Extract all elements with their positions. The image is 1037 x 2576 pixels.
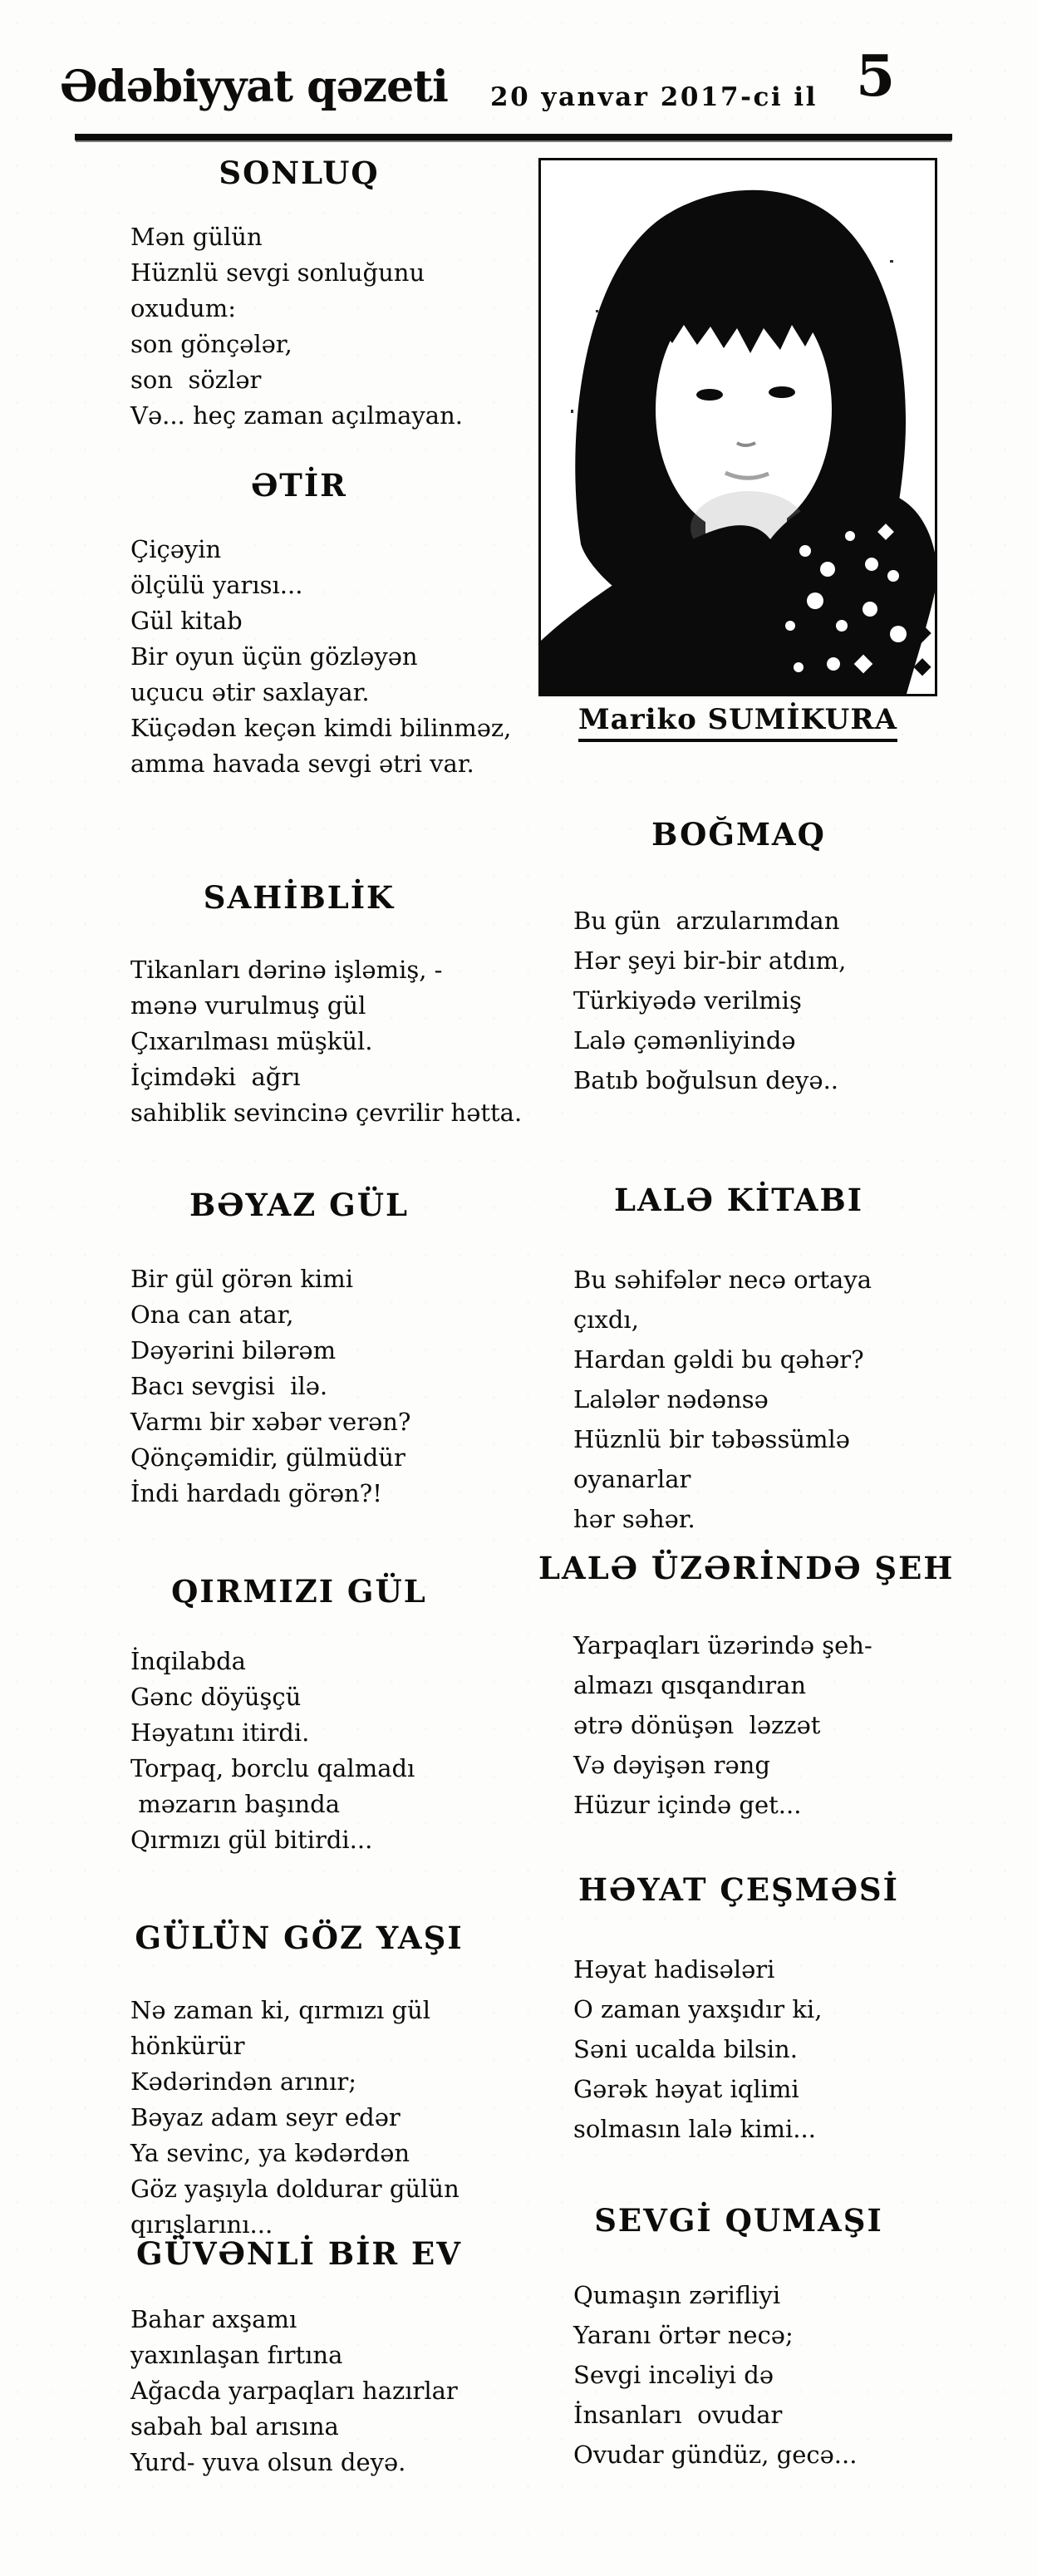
poem-line: Ya sevinc, ya kədərdən <box>130 2139 410 2167</box>
poem-line: Və dəyişən rəng <box>573 1751 770 1779</box>
issue-date: 20 yanvar 2017-ci il <box>490 82 818 112</box>
poem-line: Hüznlü sevgi sonluğunu oxudum: <box>130 258 433 322</box>
poem-line: İnsanları ovudar <box>573 2401 783 2429</box>
poem-line: Hüzur içində get... <box>573 1791 802 1819</box>
poem-line: Səni ucalda bilsin. <box>573 2035 798 2063</box>
poem-line: Ağacda yarpaqları hazırlar <box>130 2377 458 2405</box>
poem-line: yaxınlaşan fırtına <box>130 2341 343 2369</box>
poem-lines <box>573 2275 939 2475</box>
poem-line: İnqilabda <box>130 1647 246 1675</box>
poem-line: Bəyaz adam seyr edər <box>130 2103 401 2131</box>
poem-title: BOĞMAQ <box>651 816 826 853</box>
poem-section-sahiblik <box>75 879 523 1131</box>
poem-line: Qumaşın zərifliyi <box>573 2281 781 2309</box>
poem-section-etir <box>75 467 523 782</box>
poem-line: Hüznlü bir təbəssümlə <box>573 1425 850 1453</box>
poem-line: Nə zaman ki, qırmızı gül hönkürür <box>130 1996 439 2060</box>
poem-line: Dəyərini bilərəm <box>130 1336 337 1364</box>
poem-line: Ona can atar, <box>130 1300 294 1329</box>
poem-line: məzarın başında <box>130 1790 341 1818</box>
poem-line: sahiblik sevincinə çevrilir hətta. <box>130 1099 523 1127</box>
poem-line: Bacı sevgisi ilə. <box>130 1372 328 1400</box>
poem-line: Hər şeyi bir-bir atdım, <box>573 946 847 975</box>
poem-lines <box>130 1993 523 2243</box>
poem-section-sevgi-qumasi <box>538 2202 939 2475</box>
newspaper-masthead: Ədəbiyyat qəzeti <box>60 61 448 112</box>
poem-section-lale-uzerinde-seh <box>538 1550 955 1825</box>
poem-lines <box>130 1261 523 1512</box>
poem-line: son sözlər <box>130 366 262 394</box>
poem-title: SONLUQ <box>219 155 380 191</box>
poem-section-gulun-goz-yasi <box>75 1920 523 2243</box>
poem-line: Və... heç zaman açılmayan. <box>130 401 463 430</box>
poem-section-bogmaq <box>538 816 939 1100</box>
poem-line: solmasın lalə kimi... <box>573 2115 816 2143</box>
poem-line: Türkiyədə verilmiş <box>573 986 802 1015</box>
poem-lines <box>130 532 523 782</box>
poem-line: Lalələr nədənsə <box>573 1385 769 1413</box>
poem-line: Tikanları dərinə işləmiş, - <box>130 956 443 984</box>
poem-line: ölçülü yarısı... <box>130 571 303 599</box>
poem-line: Göz yaşıyla doldurar gülün qırışlarını... <box>130 2175 467 2239</box>
poem-line: Qönçəmidir, gülmüdür <box>130 1443 405 1472</box>
poem-title: ƏTİR <box>251 467 347 504</box>
poem-line: Küçədən keçən kimdi bilinməz, <box>130 714 512 742</box>
poem-line: Gül kitab <box>130 607 243 635</box>
poem-line: uçucu ətir saxlayar. <box>130 678 370 706</box>
header-divider-rule <box>75 134 952 140</box>
poem-title: BƏYAZ GÜL <box>189 1187 410 1223</box>
poem-line: Yurd- yuva olsun deyə. <box>130 2448 406 2476</box>
poem-section-beyaz-gul <box>75 1187 523 1512</box>
poem-line: İçimdəki ağrı <box>130 1063 301 1091</box>
portrait-photo-icon <box>541 160 935 694</box>
poem-line: almazı qısqandıran <box>573 1671 807 1699</box>
poem-title: SAHİBLİK <box>203 879 396 916</box>
poem-title: QIRMIZI GÜL <box>171 1573 427 1610</box>
poem-line: sabah bal arısına <box>130 2412 339 2441</box>
poem-section-lale-kitabi <box>538 1182 939 1539</box>
poem-line: O zaman yaxşıdır ki, <box>573 1995 823 2023</box>
poem-lines <box>130 2302 523 2480</box>
poem-line: İndi hardadı görən?! <box>130 1479 382 1507</box>
poem-title: HƏYAT ÇEŞMƏSİ <box>578 1871 899 1908</box>
author-photo <box>538 158 937 696</box>
poem-line: Bu gün arzularımdan <box>573 907 840 935</box>
photo-caption <box>538 703 937 736</box>
poem-lines <box>130 952 523 1131</box>
poem-title: LALƏ KİTABI <box>613 1182 864 1218</box>
poem-line: hər səhər. <box>573 1505 695 1533</box>
poem-lines <box>573 1260 939 1539</box>
poem-line: son gönçələr, <box>130 330 292 358</box>
poem-line: Yarpaqları üzərində şeh- <box>573 1631 872 1659</box>
poem-section-qirmizi-gul <box>75 1573 523 1858</box>
poem-line: amma havada sevgi ətri var. <box>130 750 474 778</box>
poem-line: oyanarlar <box>573 1465 691 1493</box>
poem-line: Kədərindən arınır; <box>130 2067 357 2096</box>
poem-line: Ovudar gündüz, gecə... <box>573 2441 858 2469</box>
poem-line: Torpaq, borclu qalmadı <box>130 1754 415 1782</box>
poem-lines <box>573 1949 939 2149</box>
poem-section-guvenli-bir-ev <box>75 2235 523 2480</box>
poem-line: Bahar axşamı <box>130 2305 297 2333</box>
poem-line: Lalə çəmənliyində <box>573 1026 796 1054</box>
poem-line: ətrə dönüşən ləzzət <box>573 1711 821 1739</box>
poem-title: SEVGİ QUMAŞI <box>594 2202 883 2239</box>
poem-section-heyat-cesmesi <box>538 1871 939 2149</box>
poem-line: Həyatını itirdi. <box>130 1718 310 1747</box>
poem-line: Gənc döyüşçü <box>130 1683 302 1711</box>
poem-line: Bir gül görən kimi <box>130 1265 353 1293</box>
page-number: 5 <box>856 43 896 110</box>
poem-lines <box>130 219 523 434</box>
poem-section-sonluq <box>75 155 523 434</box>
poem-line: Bu səhifələr necə ortaya çıxdı, <box>573 1266 880 1334</box>
poem-line: Hardan gəldi bu qəhər? <box>573 1345 864 1374</box>
poem-line: Həyat hadisələri <box>573 1955 775 1984</box>
poem-lines <box>130 1644 523 1858</box>
poem-line: Varmı bir xəbər verən? <box>130 1408 411 1436</box>
poem-title: GÜLÜN GÖZ YAŞI <box>135 1920 464 1956</box>
poem-line: Çiçəyin <box>130 535 222 563</box>
poem-line: Gərək həyat iqlimi <box>573 2075 799 2103</box>
poem-title: GÜVƏNLİ BİR EV <box>136 2235 462 2272</box>
poem-line: Çıxarılması müşkül. <box>130 1027 373 1055</box>
poem-lines <box>573 901 939 1100</box>
poem-title: LALƏ ÜZƏRİNDƏ ŞEH <box>538 1550 955 1586</box>
poem-lines <box>573 1625 939 1825</box>
poem-line: Sevgi incəliyi də <box>573 2361 774 2389</box>
poem-line: Bir oyun üçün gözləyən <box>130 642 418 671</box>
poem-line: mənə vurulmuş gül <box>130 991 366 1020</box>
poem-line: Batıb boğulsun deyə.. <box>573 1066 839 1094</box>
poem-line: Qırmızı gül bitirdi... <box>130 1826 373 1854</box>
poem-line: Yaranı örtər necə; <box>573 2321 794 2349</box>
poem-line: Mən gülün <box>130 223 263 251</box>
author-name: Mariko SUMİKURA <box>578 703 897 742</box>
